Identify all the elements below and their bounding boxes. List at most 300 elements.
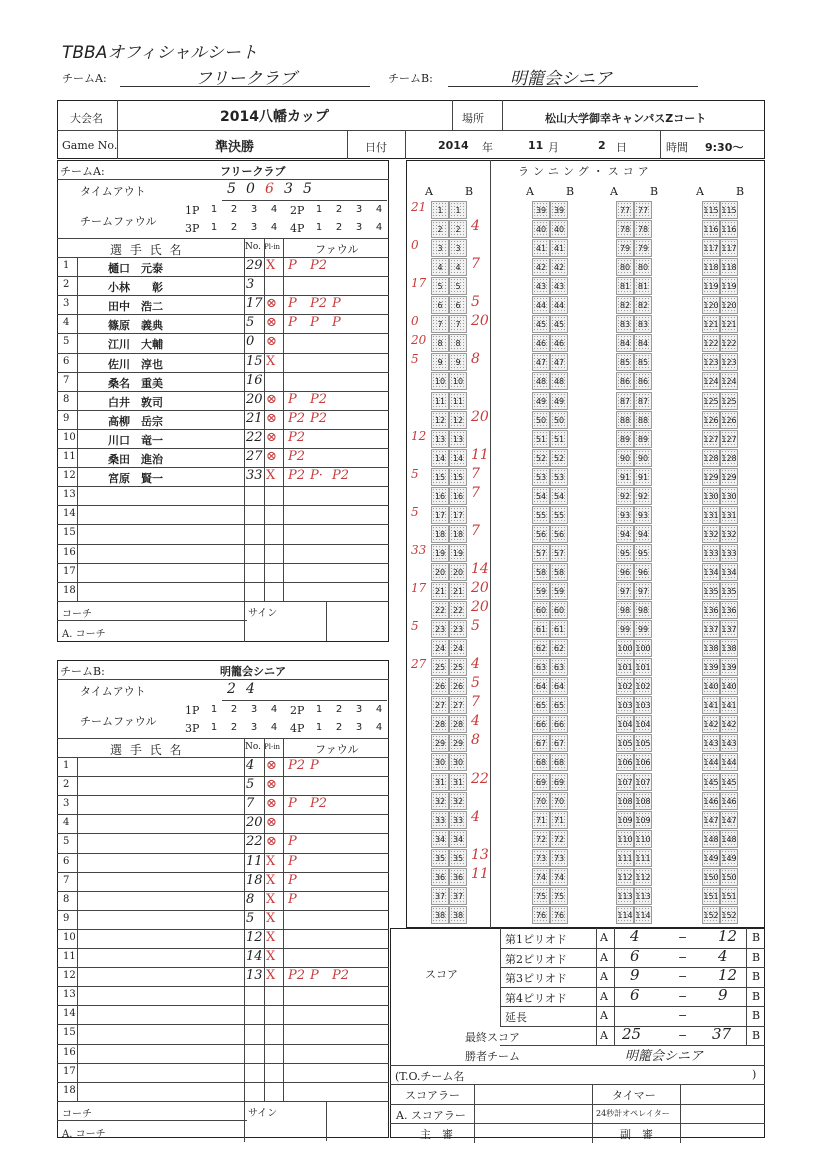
rs-cell-a: 116 [702,220,720,238]
foul-count-cell: 2 [335,704,343,715]
rs-cell-b: 105 [634,734,652,752]
play-in-mark: X [266,468,276,483]
player-row-number: 15 [63,527,76,538]
play-in-mark: ⊗ [266,815,277,830]
player-name: 白井 敦司 [108,396,163,409]
rs-cell-a: 89 [616,430,634,448]
rs-cell-a: 86 [616,372,634,390]
rs-col-b: B [736,185,745,198]
player-row-number: 14 [63,1008,76,1019]
rs-cell-b: 78 [634,220,652,238]
rs-note-right: 5 [471,675,480,691]
rs-col-b: B [566,185,575,198]
scorer-label: スコアラー [405,1089,460,1102]
rs-cell-a: 40 [532,220,550,238]
rs-note-right: 5 [471,294,480,310]
player-row-number: 9 [63,913,70,924]
rs-cell-a: 15 [431,468,449,486]
foul-header: ファウル [315,243,359,256]
rs-cell-a: 129 [702,468,720,486]
period-name: 延長 [505,1011,527,1024]
rs-cell-b: 133 [720,544,738,562]
rs-cell-a: 55 [532,506,550,524]
rs-cell-a: 12 [431,411,449,429]
rs-cell-b: 76 [550,906,568,924]
rs-cell-b: 20 [449,563,467,581]
rs-cell-b: 38 [449,906,467,924]
period-b-score: 12 [718,927,738,945]
rs-cell-b: 17 [449,506,467,524]
rs-cell-a: 85 [616,353,634,371]
rs-cell-a: 76 [532,906,550,924]
rs-cell-a: 84 [616,334,634,352]
score-label: スコア [425,968,458,981]
rs-cell-a: 8 [431,334,449,352]
rs-cell-a: 93 [616,506,634,524]
rs-col-a: A [696,185,704,198]
foul-count-cell: 4 [375,222,383,233]
rs-cell-a: 17 [431,506,449,524]
period-a-label: A [600,1009,608,1022]
rs-cell-b: 37 [449,887,467,905]
rs-cell-b: 108 [634,792,652,810]
rs-cell-a: 87 [616,392,634,410]
rs-cell-a: 43 [532,277,550,295]
period-a-label: A [600,990,608,1003]
rs-cell-a: 46 [532,334,550,352]
play-in-mark: ⊗ [266,796,277,811]
rs-note-right: 8 [471,351,480,367]
rs-cell-a: 90 [616,449,634,467]
timeout-mark: 5 [227,181,236,197]
foul-mark: P [288,296,297,311]
foul-mark: P2 [288,430,306,445]
player-number: 20 [246,815,263,830]
period-a-score: 6 [630,947,640,965]
player-number: 14 [246,949,263,964]
player-row-number: 6 [63,356,70,367]
rs-cell-a: 117 [702,239,720,257]
player-row-number: 13 [63,489,76,500]
rs-cell-b: 63 [550,658,568,676]
rs-cell-b: 94 [634,525,652,543]
rs-cell-b: 32 [449,792,467,810]
rs-cell-b: 146 [720,792,738,810]
play-in-mark: X [266,258,276,273]
rs-cell-a: 49 [532,392,550,410]
period-b-score: 9 [718,986,728,1004]
rs-cell-a: 91 [616,468,634,486]
foul-count-cell: 3 [250,204,258,215]
player-number: 5 [246,315,255,330]
rs-cell-a: 145 [702,773,720,791]
game-no-label: Game No. [62,139,118,152]
rs-cell-a: 78 [616,220,634,238]
rs-cell-a: 142 [702,715,720,733]
player-number: 3 [246,277,255,292]
rs-cell-b: 57 [550,544,568,562]
rs-note-right: 20 [471,599,489,615]
rs-col-a: A [526,185,534,198]
rs-cell-a: 107 [616,773,634,791]
period-a-score: 6 [630,986,640,1004]
rs-cell-a: 69 [532,773,550,791]
rs-cell-b: 13 [449,430,467,448]
rs-cell-b: 103 [634,696,652,714]
foul-mark: P2 [310,296,328,311]
rs-cell-a: 127 [702,430,720,448]
player-number: 29 [246,258,263,273]
rs-cell-b: 89 [634,430,652,448]
winner-label: 勝者チーム [465,1050,520,1063]
rs-cell-b: 104 [634,715,652,733]
rs-cell-a: 16 [431,487,449,505]
date-label: 日付 [365,141,387,154]
rs-cell-a: 11 [431,392,449,410]
rs-cell-a: 110 [616,830,634,848]
rs-cell-a: 41 [532,239,550,257]
assistant-scorer-label: A. スコアラー [396,1109,466,1122]
foul-count-cell: 3 [250,222,258,233]
rs-note-left: 5 [411,352,419,366]
rs-cell-a: 108 [616,792,634,810]
rs-cell-a: 82 [616,296,634,314]
rs-cell-a: 13 [431,430,449,448]
player-row-number: 16 [63,1047,76,1058]
player-number: 18 [246,873,263,888]
team-b-name: 明籠会シニア [510,69,612,89]
rs-cell-b: 114 [634,906,652,924]
rs-note-left: 0 [411,238,419,252]
player-row-number: 12 [63,470,76,481]
rs-cell-b: 74 [550,868,568,886]
final-b-label: B [752,1029,761,1042]
foul-mark: P [288,258,297,273]
rs-cell-b: 82 [634,296,652,314]
rs-col-a: A [425,185,433,198]
play-in-mark: ⊗ [266,334,277,349]
rs-cell-b: 128 [720,449,738,467]
rs-cell-b: 123 [720,353,738,371]
player-row-number: 2 [63,279,70,290]
rs-cell-b: 11 [449,392,467,410]
foul-count-cell: 4 [375,704,383,715]
rs-cell-b: 61 [550,620,568,638]
to-team-close: ) [752,1068,757,1081]
rs-cell-b: 125 [720,392,738,410]
rs-cell-b: 3 [449,239,467,257]
rs-cell-b: 9 [449,353,467,371]
rs-cell-b: 5 [449,277,467,295]
date-month: 11 [528,139,544,152]
rs-note-right: 22 [471,771,489,787]
rs-cell-a: 56 [532,525,550,543]
player-row-number: 10 [63,932,76,943]
timeout-mark: 4 [246,681,255,697]
rs-cell-a: 31 [431,773,449,791]
rs-cell-b: 48 [550,372,568,390]
rs-cell-b: 6 [449,296,467,314]
period-dash: − [678,931,688,944]
rs-cell-a: 60 [532,601,550,619]
rs-cell-b: 42 [550,258,568,276]
foul-count-cell: 4 [270,222,278,233]
rs-cell-a: 79 [616,239,634,257]
player-number: 22 [246,834,263,849]
rs-cell-b: 66 [550,715,568,733]
rs-cell-b: 71 [550,811,568,829]
player-row-number: 1 [63,760,70,771]
rs-cell-a: 140 [702,677,720,695]
rs-col-a: A [610,185,618,198]
player-name: 高柳 岳宗 [108,415,163,428]
foul-count-cell: 1 [210,204,218,215]
final-score-label: 最終スコア [465,1031,520,1044]
rs-cell-b: 106 [634,753,652,771]
rs-cell-a: 33 [431,811,449,829]
player-row-number: 4 [63,817,70,828]
player-row-number: 5 [63,336,70,347]
rs-cell-b: 100 [634,639,652,657]
assistant-coach-label: A. コーチ [62,629,106,640]
rs-cell-a: 18 [431,525,449,543]
foul-count-cell: 3 [355,704,363,715]
player-number: 22 [246,430,263,445]
rs-note-left: 21 [411,200,427,214]
player-row-number: 10 [63,432,76,443]
rs-col-b: B [465,185,474,198]
player-row-number: 3 [63,798,70,809]
rs-cell-b: 52 [550,449,568,467]
player-row-number: 11 [63,951,76,962]
final-b-score: 37 [712,1025,732,1043]
rs-cell-a: 133 [702,544,720,562]
rs-cell-a: 88 [616,411,634,429]
rs-cell-a: 10 [431,372,449,390]
player-name: 江川 大輔 [108,338,163,351]
foul-mark: P [332,296,341,311]
timeout-label: タイムアウト [80,685,146,698]
foul-count-cell: 4 [270,722,278,733]
rs-cell-b: 49 [550,392,568,410]
period-name: 第2ピリオド [505,953,567,966]
rs-cell-a: 122 [702,334,720,352]
rs-cell-b: 46 [550,334,568,352]
rs-note-right: 11 [471,866,489,882]
rs-cell-b: 23 [449,620,467,638]
play-in-mark: ⊗ [266,411,277,426]
rs-note-right: 7 [471,523,480,539]
final-dash: − [678,1029,688,1042]
rs-cell-a: 52 [532,449,550,467]
period-b-label: B [752,990,761,1003]
rs-cell-b: 113 [634,887,652,905]
rs-note-right: 4 [471,713,480,729]
rs-note-left: 20 [411,333,427,347]
rs-note-right: 11 [471,447,489,463]
rs-cell-b: 92 [634,487,652,505]
rs-cell-b: 55 [550,506,568,524]
time-label: 時間 [666,141,688,154]
player-number: 16 [246,373,263,388]
player-row-number: 9 [63,413,70,424]
player-row-number: 15 [63,1027,76,1038]
rs-cell-a: 26 [431,677,449,695]
rs-cell-b: 70 [550,792,568,810]
player-row-number: 2 [63,779,70,790]
player-number: 20 [246,392,263,407]
rs-cell-b: 73 [550,849,568,867]
timeout-mark: 6 [265,181,274,197]
final-a-label: A [600,1029,608,1042]
rs-note-left: 5 [411,619,419,633]
rs-cell-b: 41 [550,239,568,257]
player-name: 田中 浩二 [108,300,163,313]
rs-cell-a: 32 [431,792,449,810]
foul-header: ファウル [315,743,359,756]
foul-mark: P [310,758,319,773]
rs-cell-b: 101 [634,658,652,676]
foul-mark: P2 [288,468,306,483]
foul-count-cell: 3 [355,722,363,733]
rs-note-right: 7 [471,694,480,710]
rs-cell-a: 137 [702,620,720,638]
rs-cell-a: 132 [702,525,720,543]
rs-cell-a: 125 [702,392,720,410]
player-number: 13 [246,968,263,983]
rs-cell-a: 7 [431,315,449,333]
timeout-mark: 5 [303,181,312,197]
rs-cell-a: 67 [532,734,550,752]
foul-mark: P [288,392,297,407]
foul-mark: P2 [288,758,306,773]
panel-label: チームA: [60,165,105,178]
player-row-number: 17 [63,1066,76,1077]
player-name: 樋口 元泰 [108,262,163,275]
referee-label: 主 審 [420,1128,453,1141]
foul-mark: P2 [288,968,306,983]
rs-cell-b: 77 [634,201,652,219]
coach-label: コーチ [62,1109,92,1120]
rs-cell-b: 15 [449,468,467,486]
rs-cell-a: 3 [431,239,449,257]
rs-cell-b: 124 [720,372,738,390]
rs-cell-b: 112 [634,868,652,886]
rs-cell-b: 98 [634,601,652,619]
play-in-mark: ⊗ [266,430,277,445]
rs-cell-a: 58 [532,563,550,581]
rs-cell-a: 126 [702,411,720,429]
rs-cell-b: 39 [550,201,568,219]
rs-cell-b: 31 [449,773,467,791]
rs-cell-b: 144 [720,753,738,771]
foul-mark: P2 [332,968,350,983]
panel-label: チームB: [60,665,105,678]
foul-mark: P2 [288,411,306,426]
foul-count-cell: 4 [375,722,383,733]
rs-note-left: 33 [411,543,427,557]
rs-cell-b: 26 [449,677,467,695]
rs-cell-b: 27 [449,696,467,714]
rs-note-left: 27 [411,657,427,671]
rs-cell-a: 38 [431,906,449,924]
rs-cell-b: 95 [634,544,652,562]
rs-cell-b: 12 [449,411,467,429]
rs-cell-b: 7 [449,315,467,333]
rs-cell-a: 109 [616,811,634,829]
rs-cell-a: 75 [532,887,550,905]
rs-cell-b: 148 [720,830,738,848]
team-foul-label: チームファウル [80,215,157,228]
rs-cell-a: 53 [532,468,550,486]
play-in-mark: ⊗ [266,758,277,773]
rs-cell-b: 111 [634,849,652,867]
rs-cell-b: 44 [550,296,568,314]
rs-cell-b: 72 [550,830,568,848]
rs-cell-b: 145 [720,773,738,791]
play-in-mark: X [266,949,276,964]
period-4-label: 4P [290,222,305,235]
period-a-label: A [600,951,608,964]
rs-cell-b: 65 [550,696,568,714]
timeout-mark: 2 [227,681,236,697]
rs-cell-a: 114 [616,906,634,924]
rs-cell-b: 36 [449,868,467,886]
rs-cell-b: 29 [449,734,467,752]
foul-count-cell: 1 [315,204,323,215]
rs-cell-b: 96 [634,563,652,581]
rs-cell-a: 48 [532,372,550,390]
foul-mark: P [288,315,297,330]
panel-team-name: 明籠会シニア [220,665,286,678]
player-row-number: 18 [63,585,76,596]
rs-cell-a: 105 [616,734,634,752]
foul-mark: P [288,834,297,849]
rs-cell-a: 134 [702,563,720,581]
rs-cell-b: 53 [550,468,568,486]
rs-cell-b: 34 [449,830,467,848]
rs-cell-b: 28 [449,715,467,733]
rs-cell-a: 123 [702,353,720,371]
foul-count-cell: 1 [315,704,323,715]
rs-note-left: 12 [411,429,427,443]
player-number: 17 [246,296,263,311]
player-number: 8 [246,892,255,907]
rs-cell-a: 98 [616,601,634,619]
rs-cell-a: 81 [616,277,634,295]
rs-cell-a: 47 [532,353,550,371]
rs-cell-b: 102 [634,677,652,695]
rs-cell-b: 22 [449,601,467,619]
roster-header: 選 手 氏 名 [110,243,184,257]
rs-note-left: 17 [411,581,427,595]
rs-cell-a: 50 [532,411,550,429]
rs-note-right: 7 [471,256,480,272]
player-number: 33 [246,468,263,483]
rs-cell-a: 5 [431,277,449,295]
foul-count-cell: 3 [355,204,363,215]
rs-cell-a: 128 [702,449,720,467]
rs-cell-b: 117 [720,239,738,257]
rs-cell-b: 118 [720,258,738,276]
player-row-number: 8 [63,894,70,905]
rs-cell-a: 94 [616,525,634,543]
period-a-score: 9 [630,966,640,984]
foul-mark: P2 [310,796,328,811]
play-in-mark: X [266,930,276,945]
period-b-label: B [752,970,761,983]
rs-cell-b: 10 [449,372,467,390]
